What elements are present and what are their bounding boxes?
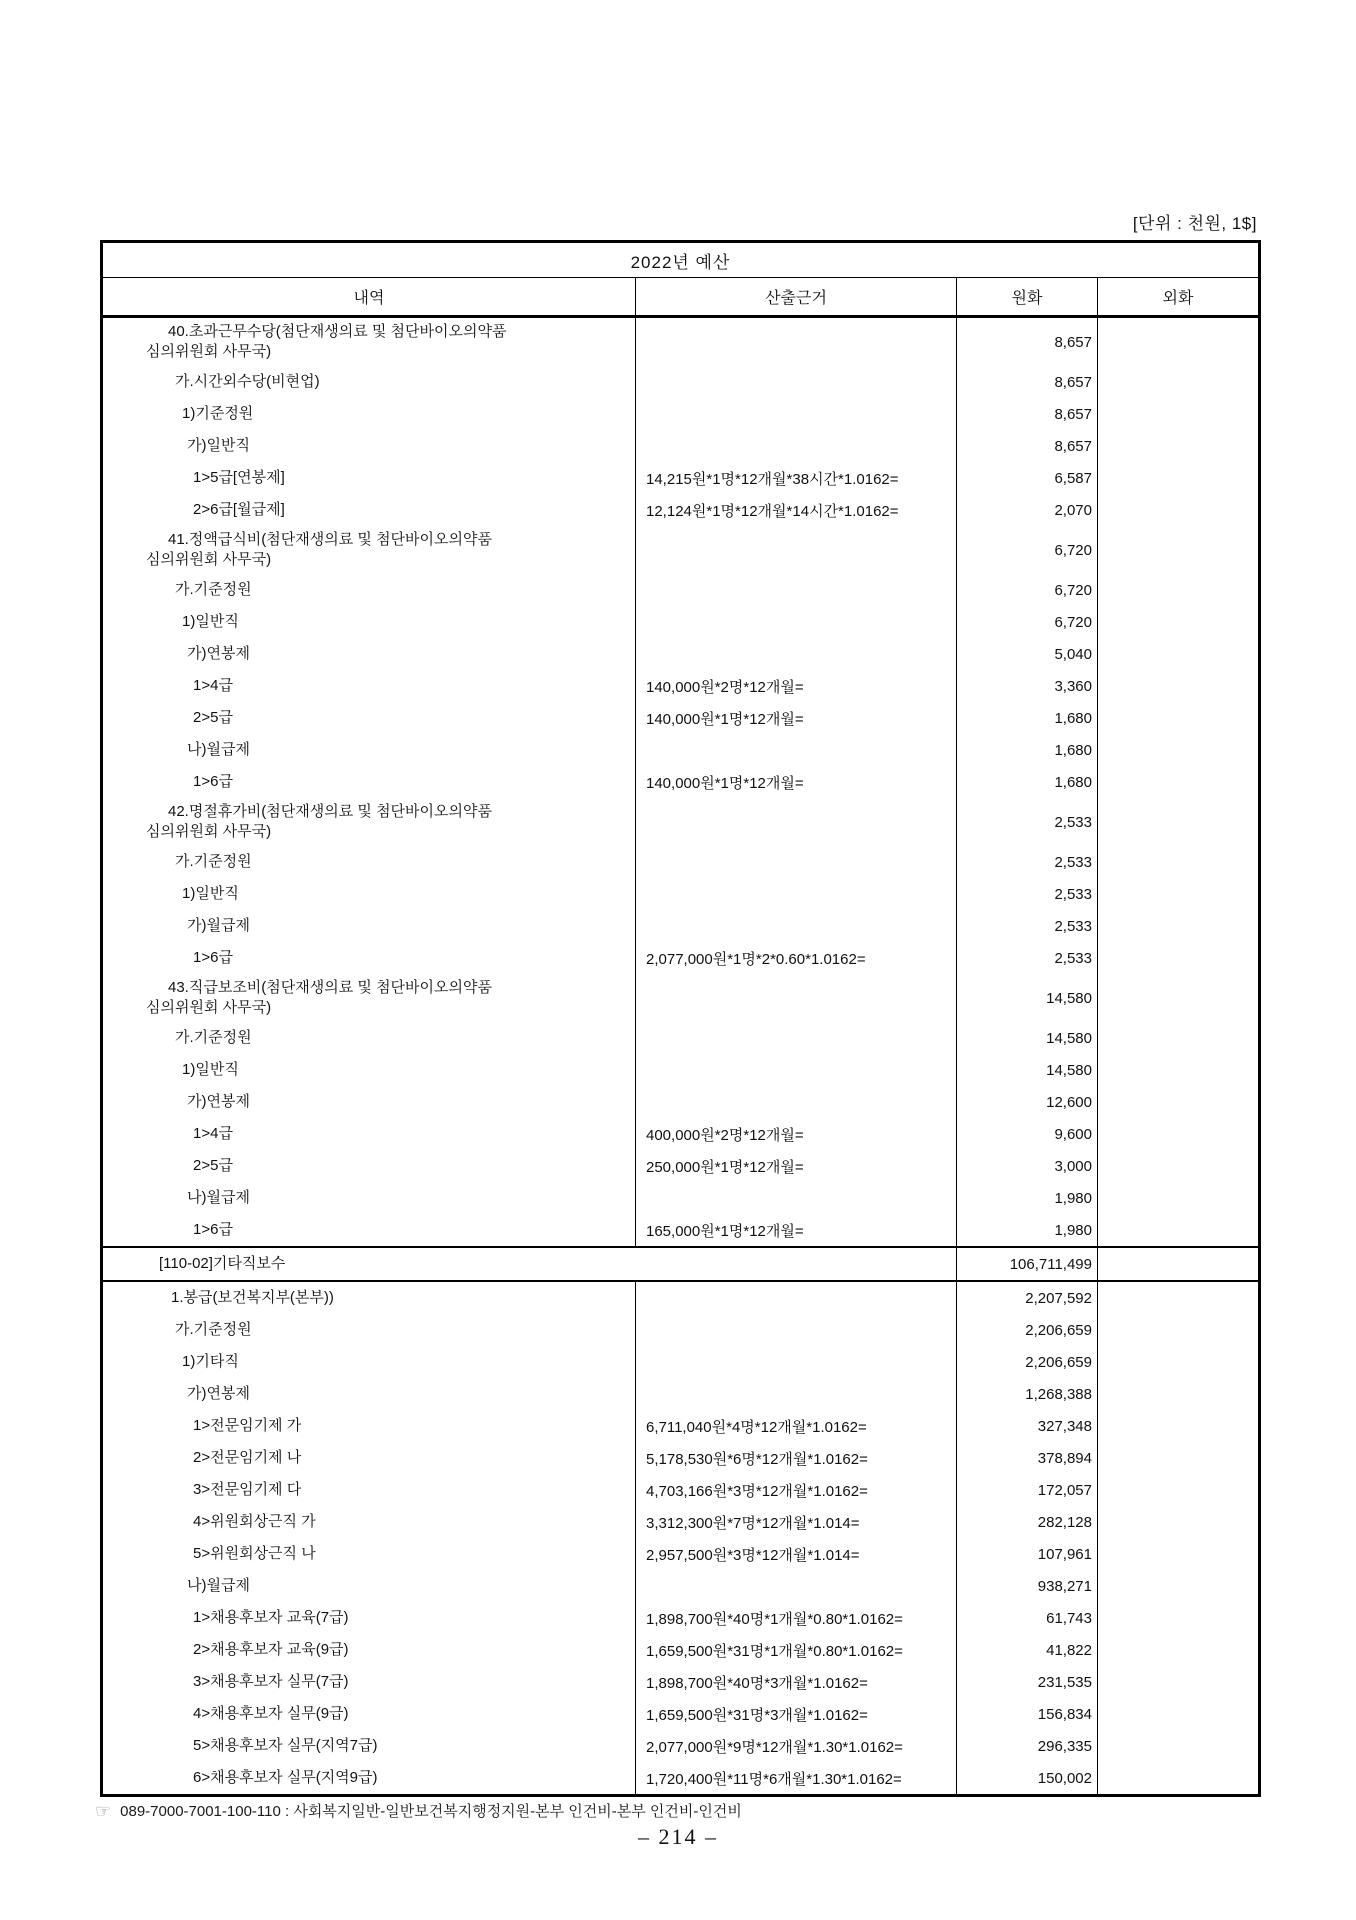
table-row bbox=[103, 1022, 1258, 1054]
item-cell bbox=[103, 526, 636, 574]
calc-basis-cell bbox=[636, 734, 957, 766]
table-row bbox=[103, 462, 1258, 494]
table-row bbox=[103, 318, 1258, 366]
calc-basis-cell: 4,703,166원*3명*12개월*1.0162= bbox=[636, 1474, 957, 1506]
fx-amount-cell bbox=[1098, 1442, 1258, 1474]
column-header-fx: 외화 bbox=[1162, 290, 1194, 307]
table-row bbox=[103, 846, 1258, 878]
krw-amount-cell: 2,207,592 bbox=[957, 1282, 1098, 1314]
item-label: 3>전문임기제 다 bbox=[193, 1481, 302, 1498]
calc-basis-cell bbox=[636, 974, 957, 1022]
item-cell bbox=[103, 1474, 636, 1506]
calc-basis-cell bbox=[636, 574, 957, 606]
calc-basis-cell: 1,898,700원*40명*3개월*1.0162= bbox=[636, 1666, 957, 1698]
fx-amount-cell bbox=[1098, 1086, 1258, 1118]
table-row bbox=[103, 1182, 1258, 1214]
item-label: 2>전문임기제 나 bbox=[193, 1449, 302, 1466]
calc-basis-cell bbox=[636, 366, 957, 398]
fx-amount-cell bbox=[1098, 606, 1258, 638]
item-label: 6>채용후보자 실무(지역9급) bbox=[193, 1769, 378, 1786]
fx-amount-cell bbox=[1098, 702, 1258, 734]
krw-amount-cell: 6,720 bbox=[957, 574, 1098, 606]
calc-basis-cell bbox=[636, 606, 957, 638]
item-label: 42.명절휴가비(첨단재생의료 및 첨단바이오의약품 bbox=[168, 803, 492, 820]
calc-basis-cell bbox=[636, 1022, 957, 1054]
calc-basis-cell: 165,000원*1명*12개월= bbox=[636, 1214, 957, 1246]
table-title-row bbox=[103, 243, 1258, 278]
item-cell bbox=[103, 702, 636, 734]
item-cell bbox=[103, 638, 636, 670]
calc-basis-cell bbox=[636, 798, 957, 846]
item-cell bbox=[103, 398, 636, 430]
item-cell bbox=[103, 366, 636, 398]
item-cell bbox=[103, 318, 636, 366]
item-label: 가)연봉제 bbox=[187, 1385, 250, 1402]
item-cell bbox=[103, 494, 636, 526]
krw-amount-cell: 1,680 bbox=[957, 702, 1098, 734]
table-row bbox=[103, 942, 1258, 974]
calc-basis-cell bbox=[636, 1378, 957, 1410]
item-cell bbox=[103, 1314, 636, 1346]
krw-amount-cell: 3,000 bbox=[957, 1150, 1098, 1182]
krw-amount-cell: 2,533 bbox=[957, 910, 1098, 942]
item-label: 가)일반직 bbox=[187, 437, 250, 454]
calc-basis-cell: 250,000원*1명*12개월= bbox=[636, 1150, 957, 1182]
calc-basis-cell bbox=[636, 1182, 957, 1214]
calc-basis-cell bbox=[636, 526, 957, 574]
table-row bbox=[103, 1474, 1258, 1506]
footnote-text: 089-7000-7001-100-110 : 사회복지일반-일반보건복지행정지원-본부 인건비-본부 인건비-인건비 bbox=[120, 1803, 742, 1820]
krw-amount-cell: 2,206,659 bbox=[957, 1346, 1098, 1378]
fx-amount-cell bbox=[1098, 1506, 1258, 1538]
table-row bbox=[103, 638, 1258, 670]
item-label: 1)일반직 bbox=[182, 1061, 239, 1078]
table-row bbox=[103, 1570, 1258, 1602]
calc-basis-cell bbox=[636, 1570, 957, 1602]
calc-basis-cell bbox=[636, 398, 957, 430]
calc-basis-cell bbox=[636, 1054, 957, 1086]
table-row bbox=[103, 430, 1258, 462]
krw-amount-cell: 2,070 bbox=[957, 494, 1098, 526]
item-label-line2: 심의위원회 사무국) bbox=[146, 999, 272, 1016]
item-cell bbox=[103, 574, 636, 606]
fx-amount-cell bbox=[1098, 1346, 1258, 1378]
table-row bbox=[103, 1314, 1258, 1346]
fx-amount-cell bbox=[1098, 398, 1258, 430]
table-row bbox=[103, 1698, 1258, 1730]
krw-amount-cell: 8,657 bbox=[957, 366, 1098, 398]
item-label: 가)연봉제 bbox=[187, 645, 250, 662]
item-label: 2>6급[월급제] bbox=[193, 501, 285, 518]
item-label: 4>채용후보자 실무(9급) bbox=[193, 1705, 349, 1722]
krw-amount-cell: 2,533 bbox=[957, 846, 1098, 878]
item-label: 가.기준정원 bbox=[175, 1029, 252, 1046]
table-row bbox=[103, 398, 1258, 430]
krw-amount-cell: 14,580 bbox=[957, 1054, 1098, 1086]
fx-amount-cell bbox=[1098, 1410, 1258, 1442]
krw-amount-cell: 41,822 bbox=[957, 1634, 1098, 1666]
table-row bbox=[103, 766, 1258, 798]
item-label: 1>채용후보자 교육(7급) bbox=[193, 1609, 349, 1626]
item-cell bbox=[103, 1346, 636, 1378]
fx-amount-cell bbox=[1098, 1118, 1258, 1150]
table-header-row bbox=[103, 278, 1258, 318]
item-cell bbox=[103, 766, 636, 798]
krw-amount-cell: 6,720 bbox=[957, 606, 1098, 638]
item-cell bbox=[103, 798, 636, 846]
krw-amount-cell: 6,720 bbox=[957, 526, 1098, 574]
budget-table bbox=[100, 240, 1261, 1797]
fx-amount-cell bbox=[1098, 366, 1258, 398]
item-cell bbox=[103, 942, 636, 974]
table-row bbox=[103, 910, 1258, 942]
table-row bbox=[103, 1378, 1258, 1410]
fx-amount-cell bbox=[1098, 1698, 1258, 1730]
table-title: 2022년 예산 bbox=[630, 252, 731, 272]
item-label: 1)일반직 bbox=[182, 613, 239, 630]
krw-amount-cell: 231,535 bbox=[957, 1666, 1098, 1698]
fx-amount-cell bbox=[1098, 846, 1258, 878]
item-cell bbox=[103, 1634, 636, 1666]
table-row bbox=[103, 1150, 1258, 1182]
table-row bbox=[103, 702, 1258, 734]
krw-amount-cell: 1,268,388 bbox=[957, 1378, 1098, 1410]
item-label: 4>위원회상근직 가 bbox=[193, 1513, 316, 1530]
table-row bbox=[103, 670, 1258, 702]
calc-basis-cell: 2,077,000원*9명*12개월*1.30*1.0162= bbox=[636, 1730, 957, 1762]
fx-amount-cell bbox=[1098, 1538, 1258, 1570]
item-cell bbox=[103, 430, 636, 462]
table-row bbox=[103, 526, 1258, 574]
fx-amount-cell bbox=[1098, 766, 1258, 798]
item-cell bbox=[103, 846, 636, 878]
item-label: 1>전문임기제 가 bbox=[193, 1417, 302, 1434]
table-row bbox=[103, 366, 1258, 398]
krw-amount-cell: 2,533 bbox=[957, 798, 1098, 846]
fx-amount-cell bbox=[1098, 1150, 1258, 1182]
item-cell bbox=[103, 1086, 636, 1118]
fx-amount-cell bbox=[1098, 1248, 1258, 1280]
krw-amount-cell: 14,580 bbox=[957, 1022, 1098, 1054]
krw-amount-cell: 2,533 bbox=[957, 878, 1098, 910]
calc-basis-cell bbox=[636, 1314, 957, 1346]
calc-basis-cell bbox=[636, 1086, 957, 1118]
item-cell bbox=[103, 1054, 636, 1086]
fx-amount-cell bbox=[1098, 430, 1258, 462]
item-cell bbox=[103, 1730, 636, 1762]
fx-amount-cell bbox=[1098, 1474, 1258, 1506]
fx-amount-cell bbox=[1098, 1634, 1258, 1666]
calc-basis-cell: 14,215원*1명*12개월*38시간*1.0162= bbox=[636, 462, 957, 494]
table-row bbox=[103, 734, 1258, 766]
pointing-hand-icon: ☞ bbox=[95, 1800, 112, 1821]
fx-amount-cell bbox=[1098, 734, 1258, 766]
item-label: 가.기준정원 bbox=[175, 581, 252, 598]
item-cell bbox=[103, 734, 636, 766]
item-cell bbox=[103, 1118, 636, 1150]
krw-amount-cell: 9,600 bbox=[957, 1118, 1098, 1150]
krw-amount-cell: 282,128 bbox=[957, 1506, 1098, 1538]
fx-amount-cell bbox=[1098, 1282, 1258, 1314]
column-header-item: 내역 bbox=[103, 278, 636, 315]
table-row bbox=[103, 1054, 1258, 1086]
item-cell bbox=[103, 462, 636, 494]
fx-amount-cell bbox=[1098, 1314, 1258, 1346]
item-cell bbox=[103, 878, 636, 910]
column-header-calc-basis: 산출근거 bbox=[636, 278, 957, 315]
fx-amount-cell bbox=[1098, 974, 1258, 1022]
table-body bbox=[103, 318, 1258, 1794]
table-row bbox=[103, 878, 1258, 910]
table-row bbox=[103, 798, 1258, 846]
footnote bbox=[95, 1800, 742, 1821]
item-label-line2: 심의위원회 사무국) bbox=[146, 343, 272, 360]
item-cell bbox=[103, 1442, 636, 1474]
krw-amount-cell: 1,680 bbox=[957, 734, 1098, 766]
item-label: 1>5급[연봉제] bbox=[193, 469, 285, 486]
calc-basis-cell bbox=[636, 846, 957, 878]
item-label: 43.직급보조비(첨단재생의료 및 첨단바이오의약품 bbox=[168, 979, 492, 996]
fx-amount-cell bbox=[1098, 1054, 1258, 1086]
page-number: – 214 – bbox=[638, 1824, 718, 1849]
krw-amount-cell: 327,348 bbox=[957, 1410, 1098, 1442]
item-label: 나)월급제 bbox=[187, 1577, 250, 1594]
table-row bbox=[103, 1346, 1258, 1378]
calc-basis-cell: 140,000원*2명*12개월= bbox=[636, 670, 957, 702]
item-label: 5>채용후보자 실무(지역7급) bbox=[193, 1737, 378, 1754]
calc-basis-cell: 140,000원*1명*12개월= bbox=[636, 702, 957, 734]
item-label: 5>위원회상근직 나 bbox=[193, 1545, 316, 1562]
table-row bbox=[103, 1246, 1258, 1282]
calc-basis-cell bbox=[636, 878, 957, 910]
fx-amount-cell bbox=[1098, 494, 1258, 526]
fx-amount-cell bbox=[1098, 942, 1258, 974]
fx-amount-cell bbox=[1098, 798, 1258, 846]
item-cell bbox=[103, 1022, 636, 1054]
krw-amount-cell: 938,271 bbox=[957, 1570, 1098, 1602]
item-cell bbox=[103, 1150, 636, 1182]
fx-amount-cell bbox=[1098, 1182, 1258, 1214]
item-cell bbox=[103, 1698, 636, 1730]
item-label: 2>5급 bbox=[193, 709, 233, 726]
table-row bbox=[103, 494, 1258, 526]
fx-amount-cell bbox=[1098, 1666, 1258, 1698]
item-label: 나)월급제 bbox=[187, 1189, 250, 1206]
item-label: 2>5급 bbox=[193, 1157, 233, 1174]
item-cell bbox=[103, 1506, 636, 1538]
calc-basis-cell bbox=[636, 1346, 957, 1378]
fx-amount-cell bbox=[1098, 1022, 1258, 1054]
krw-amount-cell: 150,002 bbox=[957, 1762, 1098, 1794]
krw-amount-cell: 156,834 bbox=[957, 1698, 1098, 1730]
krw-amount-cell: 8,657 bbox=[957, 430, 1098, 462]
fx-amount-cell bbox=[1098, 526, 1258, 574]
unit-label: [단위 : 천원, 1$] bbox=[1132, 214, 1257, 233]
krw-amount-cell: 1,980 bbox=[957, 1214, 1098, 1246]
item-label-line2: 심의위원회 사무국) bbox=[146, 551, 272, 568]
item-label: 1)일반직 bbox=[182, 885, 239, 902]
fx-amount-cell bbox=[1098, 1730, 1258, 1762]
table-row bbox=[103, 1214, 1258, 1246]
fx-amount-cell bbox=[1098, 638, 1258, 670]
calc-basis-cell: 1,720,400원*11명*6개월*1.30*1.0162= bbox=[636, 1762, 957, 1794]
item-cell bbox=[103, 1282, 636, 1314]
fx-amount-cell bbox=[1098, 878, 1258, 910]
item-label: 가)연봉제 bbox=[187, 1093, 250, 1110]
table-row bbox=[103, 1762, 1258, 1794]
table-row bbox=[103, 1282, 1258, 1314]
calc-basis-cell: 6,711,040원*4명*12개월*1.0162= bbox=[636, 1410, 957, 1442]
krw-amount-cell: 5,040 bbox=[957, 638, 1098, 670]
calc-basis-cell: 1,659,500원*31명*1개월*0.80*1.0162= bbox=[636, 1634, 957, 1666]
table-row bbox=[103, 1410, 1258, 1442]
item-cell bbox=[103, 1762, 636, 1794]
krw-amount-cell: 106,711,499 bbox=[957, 1248, 1098, 1280]
item-cell bbox=[103, 1602, 636, 1634]
item-label: 3>채용후보자 실무(7급) bbox=[193, 1673, 349, 1690]
item-label: 가.기준정원 bbox=[175, 1321, 252, 1338]
krw-amount-cell: 2,533 bbox=[957, 942, 1098, 974]
table-row bbox=[103, 1538, 1258, 1570]
krw-amount-cell: 172,057 bbox=[957, 1474, 1098, 1506]
krw-amount-cell: 378,894 bbox=[957, 1442, 1098, 1474]
calc-basis-cell: 140,000원*1명*12개월= bbox=[636, 766, 957, 798]
krw-amount-cell: 8,657 bbox=[957, 398, 1098, 430]
krw-amount-cell: 3,360 bbox=[957, 670, 1098, 702]
fx-amount-cell bbox=[1098, 318, 1258, 366]
item-cell bbox=[103, 1410, 636, 1442]
item-label: 1)기타직 bbox=[182, 1353, 239, 1370]
column-header-krw: 원화 bbox=[957, 278, 1098, 315]
fx-amount-cell bbox=[1098, 670, 1258, 702]
calc-basis-cell: 12,124원*1명*12개월*14시간*1.0162= bbox=[636, 494, 957, 526]
calc-basis-cell bbox=[636, 910, 957, 942]
calc-basis-cell: 2,077,000원*1명*2*0.60*1.0162= bbox=[636, 942, 957, 974]
item-label: 2>채용후보자 교육(9급) bbox=[193, 1641, 349, 1658]
krw-amount-cell: 14,580 bbox=[957, 974, 1098, 1022]
item-cell bbox=[103, 1538, 636, 1570]
item-cell bbox=[103, 1666, 636, 1698]
item-label-line2: 심의위원회 사무국) bbox=[146, 823, 272, 840]
item-label: 가.기준정원 bbox=[175, 853, 252, 870]
item-label: 1)기준정원 bbox=[182, 405, 254, 422]
item-label: 1>6급 bbox=[193, 949, 233, 966]
item-label: 40.초과근무수당(첨단재생의료 및 첨단바이오의약품 bbox=[168, 323, 507, 340]
table-row bbox=[103, 1666, 1258, 1698]
item-label: 가.시간외수당(비현업) bbox=[175, 373, 320, 390]
table-row bbox=[103, 606, 1258, 638]
item-label: 가)월급제 bbox=[187, 917, 250, 934]
calc-basis-cell bbox=[636, 1282, 957, 1314]
item-label: 1>4급 bbox=[193, 1125, 233, 1142]
krw-amount-cell: 61,743 bbox=[957, 1602, 1098, 1634]
fx-amount-cell bbox=[1098, 910, 1258, 942]
krw-amount-cell: 2,206,659 bbox=[957, 1314, 1098, 1346]
krw-amount-cell: 296,335 bbox=[957, 1730, 1098, 1762]
calc-basis-cell: 1,659,500원*31명*3개월*1.0162= bbox=[636, 1698, 957, 1730]
item-label: 1>6급 bbox=[193, 773, 233, 790]
fx-amount-cell bbox=[1098, 462, 1258, 494]
item-cell bbox=[103, 974, 636, 1022]
fx-amount-cell bbox=[1098, 1570, 1258, 1602]
table-row bbox=[103, 1506, 1258, 1538]
item-label: 41.정액급식비(첨단재생의료 및 첨단바이오의약품 bbox=[168, 531, 492, 548]
item-label: 1.봉급(보건복지부(본부)) bbox=[171, 1289, 334, 1306]
table-row bbox=[103, 1086, 1258, 1118]
calc-basis-cell: 3,312,300원*7명*12개월*1.014= bbox=[636, 1506, 957, 1538]
krw-amount-cell: 12,600 bbox=[957, 1086, 1098, 1118]
fx-amount-cell bbox=[1098, 1378, 1258, 1410]
calc-basis-cell: 400,000원*2명*12개월= bbox=[636, 1118, 957, 1150]
fx-amount-cell bbox=[1098, 1762, 1258, 1794]
item-cell bbox=[103, 910, 636, 942]
item-cell bbox=[103, 1248, 957, 1280]
fx-amount-cell bbox=[1098, 574, 1258, 606]
krw-amount-cell: 1,680 bbox=[957, 766, 1098, 798]
table-row bbox=[103, 1602, 1258, 1634]
item-label: 1>4급 bbox=[193, 677, 233, 694]
krw-amount-cell: 6,587 bbox=[957, 462, 1098, 494]
item-cell bbox=[103, 670, 636, 702]
item-cell bbox=[103, 1378, 636, 1410]
calc-basis-cell: 5,178,530원*6명*12개월*1.0162= bbox=[636, 1442, 957, 1474]
item-label: 나)월급제 bbox=[187, 741, 250, 758]
table-row bbox=[103, 974, 1258, 1022]
calc-basis-cell: 1,898,700원*40명*1개월*0.80*1.0162= bbox=[636, 1602, 957, 1634]
krw-amount-cell: 1,980 bbox=[957, 1182, 1098, 1214]
item-cell bbox=[103, 1214, 636, 1246]
item-cell bbox=[103, 1182, 636, 1214]
table-row bbox=[103, 1118, 1258, 1150]
krw-amount-cell: 8,657 bbox=[957, 318, 1098, 366]
item-cell bbox=[103, 606, 636, 638]
calc-basis-cell bbox=[636, 638, 957, 670]
calc-basis-cell: 2,957,500원*3명*12개월*1.014= bbox=[636, 1538, 957, 1570]
calc-basis-cell bbox=[636, 430, 957, 462]
table-row bbox=[103, 574, 1258, 606]
item-label: 1>6급 bbox=[193, 1221, 233, 1238]
table-row bbox=[103, 1730, 1258, 1762]
item-cell bbox=[103, 1570, 636, 1602]
calc-basis-cell bbox=[636, 318, 957, 366]
fx-amount-cell bbox=[1098, 1602, 1258, 1634]
table-row bbox=[103, 1634, 1258, 1666]
table-row bbox=[103, 1442, 1258, 1474]
krw-amount-cell: 107,961 bbox=[957, 1538, 1098, 1570]
item-label: [110-02]기타직보수 bbox=[159, 1255, 286, 1272]
fx-amount-cell bbox=[1098, 1214, 1258, 1246]
